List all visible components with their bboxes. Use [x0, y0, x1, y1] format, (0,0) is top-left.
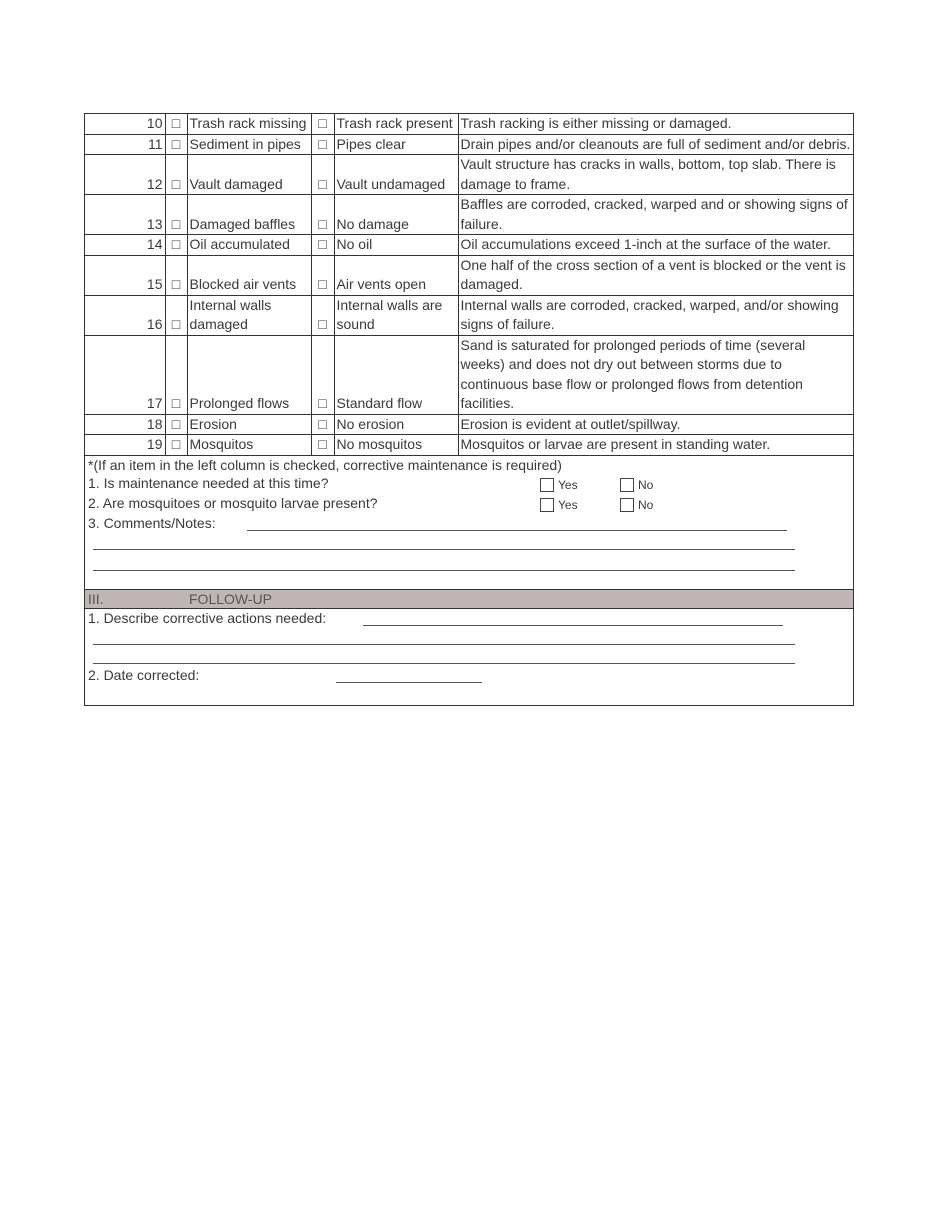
condition-description: Sand is saturated for prolonged periods of time (several weeks) and does not dry out between storms due to continuous base flow or prolonged flows from detention facilities. [458, 335, 853, 414]
fail-checkbox[interactable]: □ [165, 134, 187, 155]
fail-checkbox[interactable]: □ [165, 255, 187, 295]
pass-checkbox[interactable]: □ [311, 134, 334, 155]
fail-checkbox[interactable]: □ [165, 435, 187, 456]
condition-description: Vault structure has cracks in walls, bottom, top slab. There is damage to frame. [458, 155, 853, 195]
section-number: III. [88, 591, 104, 607]
pass-condition: No mosquitos [334, 435, 458, 456]
checklist-row [85, 255, 853, 295]
checklist-row [85, 235, 853, 256]
corrective-actions-line-3[interactable] [93, 663, 795, 664]
checklist-row [85, 155, 853, 195]
fail-condition: Oil accumulated [187, 235, 311, 256]
pass-checkbox[interactable]: □ [311, 295, 334, 335]
fail-condition: Sediment in pipes [187, 134, 311, 155]
pass-condition: Standard flow [334, 335, 458, 414]
fail-checkbox[interactable]: □ [165, 414, 187, 435]
pass-checkbox[interactable]: □ [311, 335, 334, 414]
pass-condition: No erosion [334, 414, 458, 435]
row-number: 13 [85, 195, 165, 235]
checklist-row [85, 335, 853, 414]
fail-condition: Prolonged flows [187, 335, 311, 414]
question-text: 2. Are mosquitoes or mosquito larvae present? [88, 494, 378, 511]
checklist-row [85, 114, 853, 134]
fail-checkbox[interactable]: □ [165, 295, 187, 335]
fail-checkbox[interactable]: □ [165, 114, 187, 134]
condition-description: Erosion is evident at outlet/spillway. [458, 414, 853, 435]
pass-condition: No oil [334, 235, 458, 256]
condition-description: Internal walls are corroded, cracked, warped, and/or showing signs of failure. [458, 295, 853, 335]
fail-condition: Erosion [187, 414, 311, 435]
corrective-actions-line-1[interactable] [363, 625, 783, 626]
fail-condition: Vault damaged [187, 155, 311, 195]
fail-condition: Trash rack missing [187, 114, 311, 134]
no-checkbox[interactable] [620, 478, 634, 492]
row-number: 18 [85, 414, 165, 435]
pass-checkbox[interactable]: □ [311, 255, 334, 295]
pass-checkbox[interactable]: □ [311, 235, 334, 256]
comments-line-2[interactable] [93, 549, 795, 550]
checklist-row [85, 195, 853, 235]
yes-option[interactable] [540, 498, 578, 512]
row-number: 14 [85, 235, 165, 256]
row-number: 11 [85, 134, 165, 155]
yes-checkbox[interactable] [540, 498, 554, 512]
yes-option[interactable] [540, 478, 578, 492]
corrective-actions-line-2[interactable] [93, 644, 795, 645]
date-corrected-line[interactable] [336, 682, 482, 683]
pass-checkbox[interactable]: □ [311, 414, 334, 435]
no-label: No [638, 478, 654, 492]
yes-label: Yes [558, 478, 578, 492]
pass-condition: Air vents open [334, 255, 458, 295]
fail-checkbox[interactable]: □ [165, 235, 187, 256]
no-option[interactable] [620, 478, 653, 492]
row-number: 16 [85, 295, 165, 335]
no-checkbox[interactable] [620, 498, 634, 512]
pass-checkbox[interactable]: □ [311, 435, 334, 456]
question-mosquitoes-present [85, 495, 853, 515]
condition-description: One half of the cross section of a vent is blocked or the vent is damaged. [458, 255, 853, 295]
fail-checkbox[interactable]: □ [165, 195, 187, 235]
row-number: 15 [85, 255, 165, 295]
comments-block [85, 514, 853, 589]
section-title: FOLLOW-UP [189, 591, 272, 607]
fail-checkbox[interactable]: □ [165, 335, 187, 414]
row-number: 12 [85, 155, 165, 195]
checklist-row [85, 134, 853, 155]
yes-label: Yes [558, 497, 578, 512]
pass-checkbox[interactable]: □ [311, 195, 334, 235]
yes-checkbox[interactable] [540, 478, 554, 492]
row-number: 19 [85, 435, 165, 456]
pass-condition: Pipes clear [334, 134, 458, 155]
condition-description: Oil accumulations exceed 1-inch at the surface of the water. [458, 235, 853, 256]
comments-line-1[interactable] [247, 530, 787, 531]
pass-checkbox[interactable]: □ [311, 114, 334, 134]
followup-block [85, 609, 853, 705]
condition-description: Drain pipes and/or cleanouts are full of sediment and/or debris. [458, 134, 853, 155]
no-option[interactable] [620, 498, 653, 512]
checklist-note: *(If an item in the left column is checked, corrective maintenance is required) [88, 456, 562, 473]
date-corrected-label: 2. Date corrected: [88, 667, 200, 683]
pass-condition: Trash rack present [334, 114, 458, 134]
condition-description: Baffles are corroded, cracked, warped and or showing signs of failure. [458, 195, 853, 235]
pass-condition: No damage [334, 195, 458, 235]
inspection-form [84, 113, 854, 706]
fail-condition: Mosquitos [187, 435, 311, 456]
condition-description: Mosquitos or larvae are present in standing water. [458, 435, 853, 456]
fail-condition: Blocked air vents [187, 255, 311, 295]
checklist-row [85, 414, 853, 435]
pass-condition: Internal walls are sound [334, 295, 458, 335]
checklist-row [85, 435, 853, 456]
followup-section-header [85, 589, 853, 609]
row-number: 10 [85, 114, 165, 134]
comments-line-3[interactable] [93, 570, 795, 571]
fail-checkbox[interactable]: □ [165, 155, 187, 195]
question-text: 1. Is maintenance needed at this time? [88, 475, 329, 491]
inspection-table [85, 114, 853, 456]
pass-condition: Vault undamaged [334, 155, 458, 195]
condition-description: Trash racking is either missing or damaged. [458, 114, 853, 134]
checklist-row [85, 295, 853, 335]
pass-checkbox[interactable]: □ [311, 155, 334, 195]
comments-label: 3. Comments/Notes: [88, 515, 216, 531]
fail-condition: Damaged baffles [187, 195, 311, 235]
fail-condition: Internal walls damaged [187, 295, 311, 335]
row-number: 17 [85, 335, 165, 414]
corrective-actions-label: 1. Describe corrective actions needed: [88, 610, 327, 626]
question-maintenance-needed [85, 475, 853, 495]
no-label: No [638, 497, 654, 512]
